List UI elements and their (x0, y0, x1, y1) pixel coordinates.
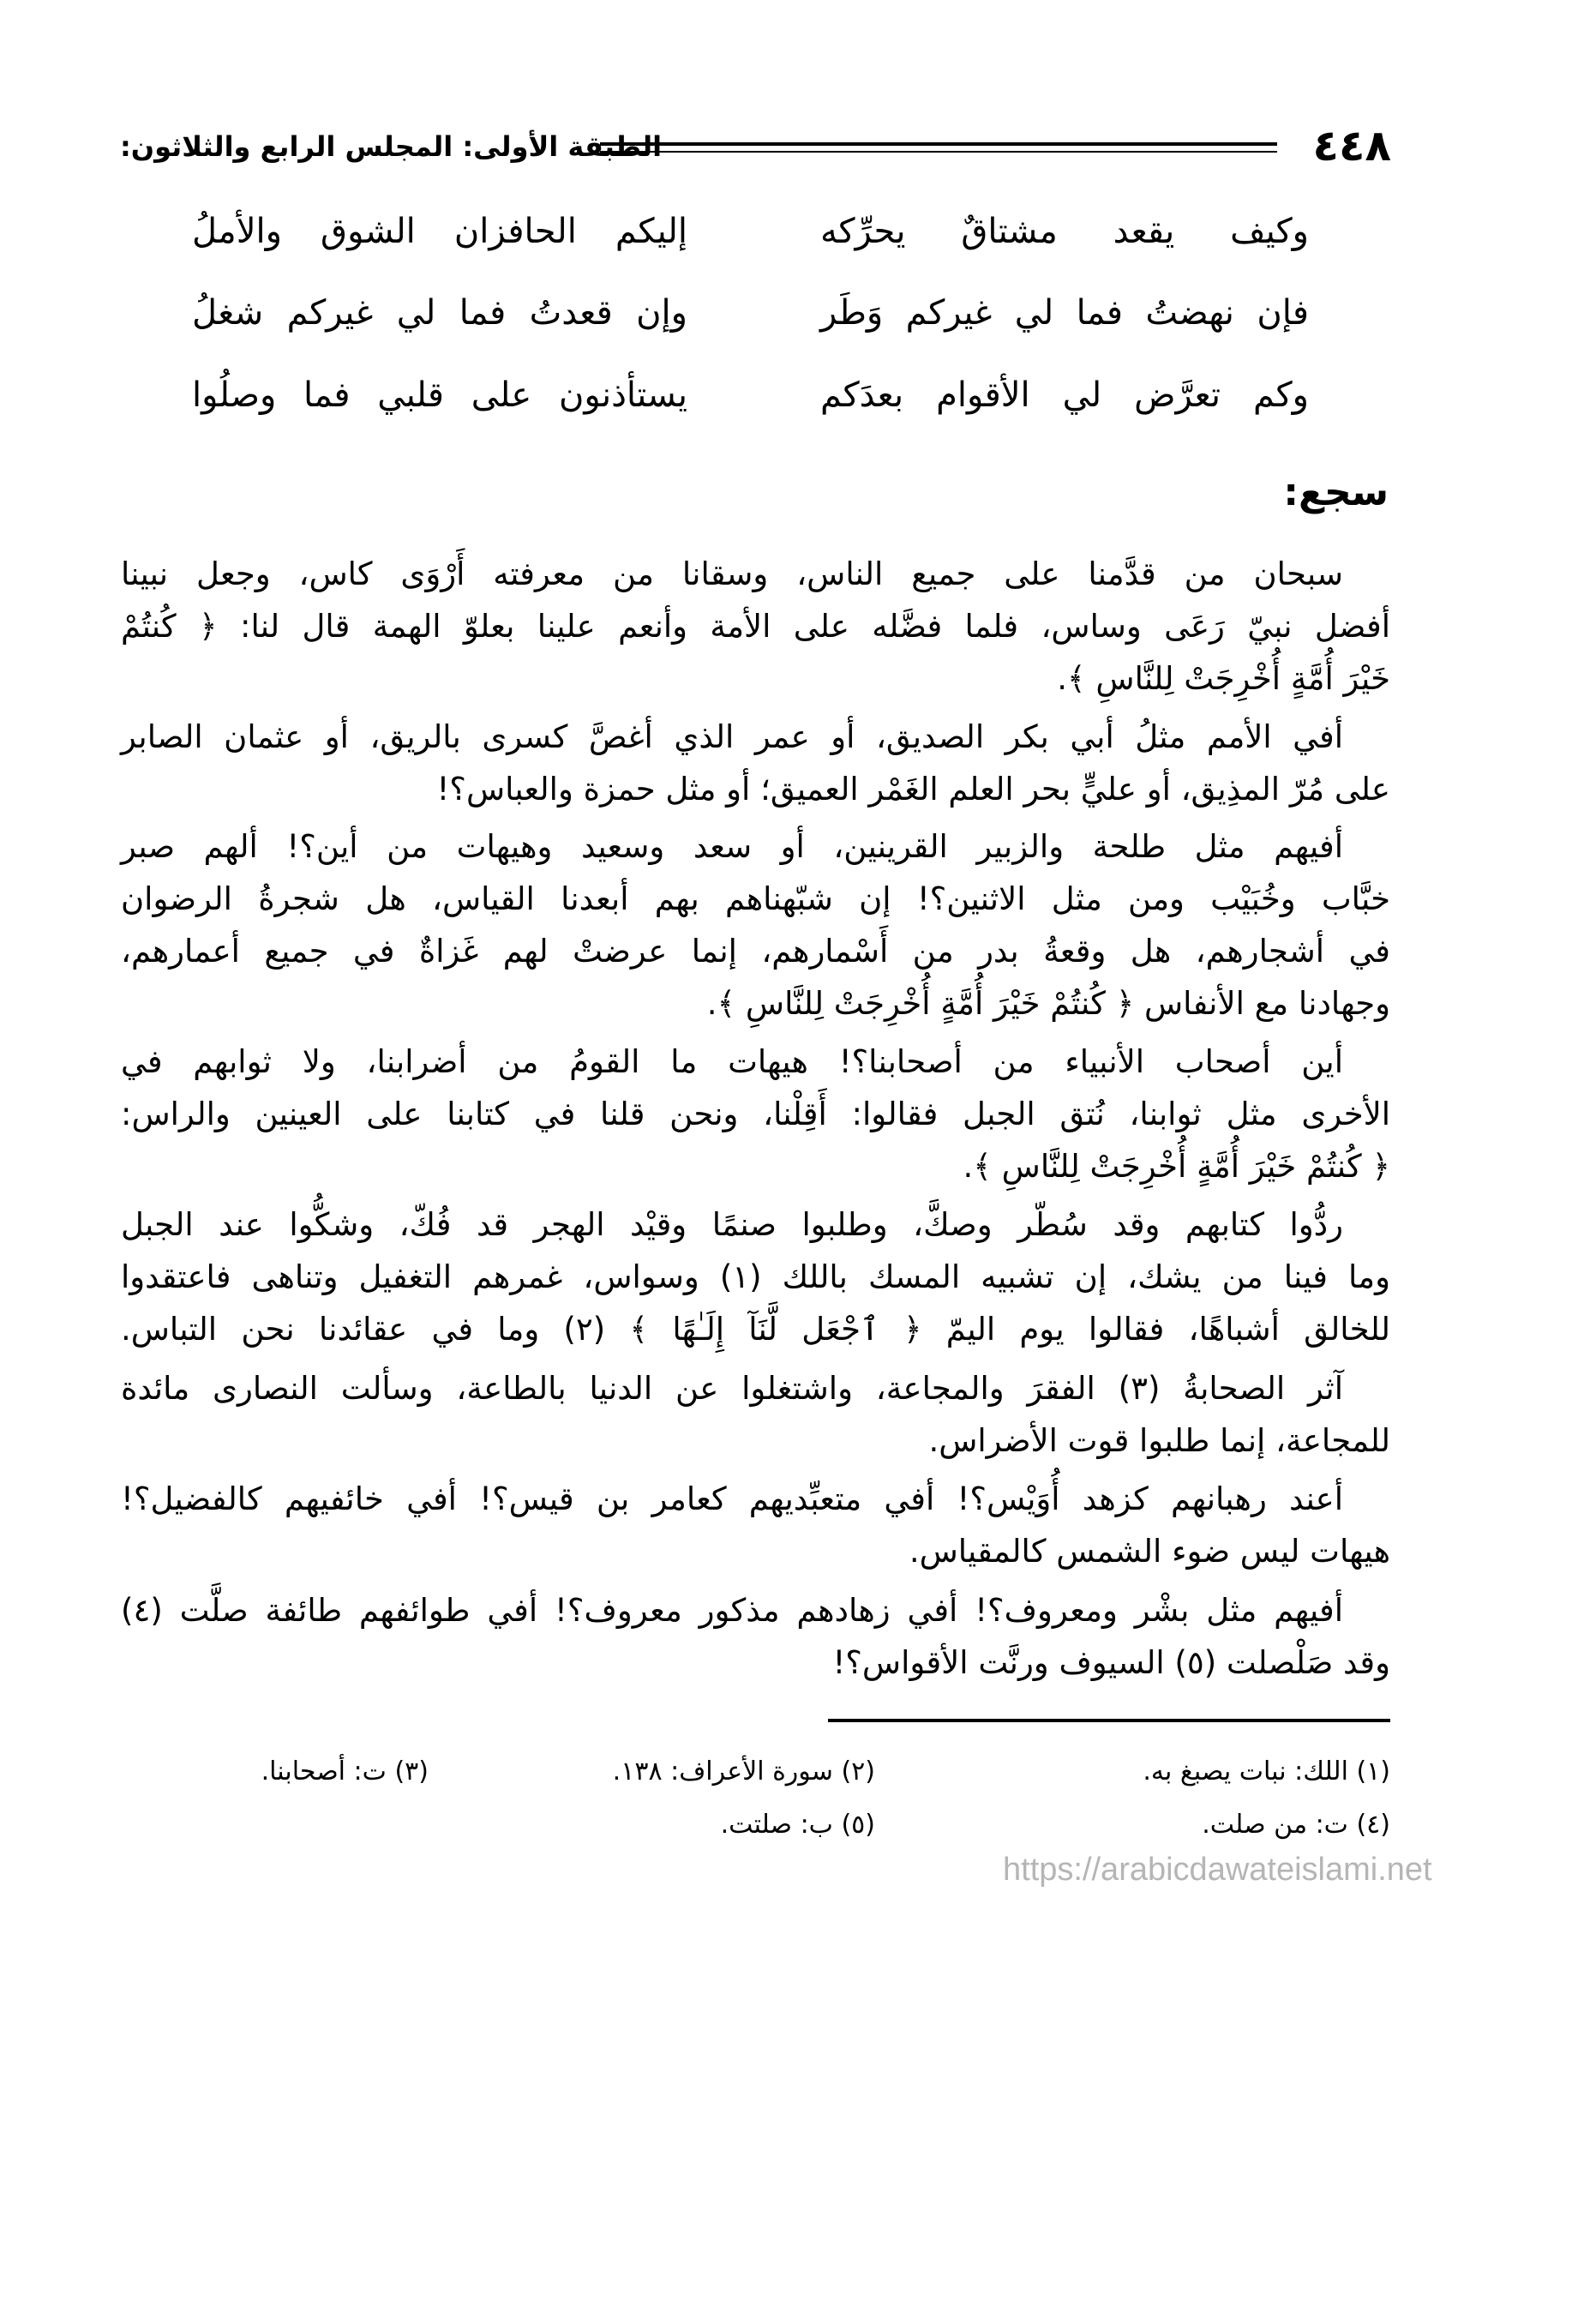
footnote-3: (٣) ت: أصحابنا. (261, 1757, 429, 1787)
verse-2-first-hemistich: فإن نهضتُ فما لي غيركم وَطَر (820, 293, 1309, 333)
footnote-2: (٢) سورة الأعراف: ١٣٨. (612, 1757, 875, 1787)
footnote-4: (٤) ت: من صلت. (1202, 1810, 1390, 1840)
verse-3-second-hemistich: يستأذنون على قلبي فما وصلُوا (192, 375, 687, 415)
text-line: آثر الصحابةُ (٣) الفقرَ والمجاعة، واشتغلوا عن الدنيا بالطاعة، وسألت النصارى مائدة (121, 1370, 1343, 1407)
text-line: وجهادنا مع الأنفاس ﴿ كُنتُمْ خَيْرَ أُمَّةٍ أُخْرِجَتْ لِلنَّاسِ ﴾. (706, 985, 1390, 1022)
footnote-1: (١) اللك: نبات يصبغ به. (1143, 1757, 1390, 1787)
text-line: سبحان من قدَّمنا على جميع الناس، وسقانا من معرفته أَرْوَى كاس، وجعل نبينا (121, 555, 1343, 592)
text-line: خبَّاب وخُبَيْب ومن مثل الاثنين؟! إن شبّهناهم بهم أبعدنا القياس، هل شجرةُ الرضوان (121, 880, 1390, 917)
running-title: الطبقة الأولى: المجلس الرابع والثلاثون: (120, 130, 663, 163)
verse-1-first-hemistich: وكيف يقعد مشتاقٌ يحرِّكه (820, 212, 1309, 251)
footnote-separator (828, 1719, 1390, 1722)
text-line: أعند رهبانهم كزهد أُوَيْس؟! أفي متعبِّديهم كعامر بن قيس؟! أفي خائفيهم كالفضيل؟! (121, 1480, 1343, 1517)
text-line: وقد صَلْصلت (٥) السيوف ورنَّت الأقواس؟! (832, 1644, 1390, 1681)
text-line: أفيهم مثل طلحة والزبير القرينين، أو سعد وسعيد وهيهات من أين؟! ألهم صبر (121, 828, 1343, 865)
text-line: أفضل نبيّ رَعَى وساس، فلما فضَّله على الأمة وأنعم علينا بعلوّ الهمة قال لنا: ﴿ كُنتُمْ (121, 608, 1390, 645)
page-number: ٤٤٨ (1312, 121, 1391, 171)
text-line: أين أصحاب الأنبياء من أصحابنا؟! هيهات ما القومُ من أضرابنا، ولا ثوابهم في (121, 1043, 1343, 1080)
text-line: أفي الأمم مثلُ أبي بكر الصديق، أو عمر الذي أغصَّ كسرى بالريق، أو عثمان الصابر (121, 718, 1343, 755)
text-line: أفيهم مثل بشْر ومعروف؟! أفي زهادهم مذكور معروف؟! أفي طوائفهم طائفة صلَّت (٤) (121, 1592, 1343, 1629)
footnote-5: (٥) ب: صلتت. (720, 1810, 875, 1840)
watermark-url: https://arabicdawateislami.net (1003, 1852, 1432, 1888)
verse-2-second-hemistich: وإن قعدتُ فما لي غيركم شغلُ (192, 293, 687, 333)
text-line: ﴿ كُنتُمْ خَيْرَ أُمَّةٍ أُخْرِجَتْ لِلنَّاسِ ﴾. (963, 1148, 1390, 1185)
text-line: للخالق أشباهًا، فقالوا يوم اليمّ ﴿ ٱجْعَل لَّنَآ إِلَـٰهًا ﴾ (٢) وما في عقائدنا نحن التباس. (121, 1311, 1390, 1348)
text-line: للمجاعة، إنما طلبوا قوت الأضراس. (928, 1422, 1390, 1459)
header-rule (600, 142, 1277, 156)
section-heading: سجع: (1283, 471, 1389, 514)
text-line: خَيْرَ أُمَّةٍ أُخْرِجَتْ لِلنَّاسِ ﴾. (1057, 660, 1390, 697)
text-line: ردُّوا كتابهم وقد سُطّر وصكَّ، وطلبوا صنمًا وقيْد الهجر قد فُكّ، وشكُّوا عند الجبل (121, 1206, 1343, 1243)
text-line: وما فينا من يشك، إن تشبيه المسك باللك (١) وسواس، غمرهم التغفيل وتناهى فاعتقدوا (121, 1258, 1390, 1295)
text-line: في أشجارهم، هل وقعةُ بدر من أَسْمارهم، إنما عرضتْ لهم غَزاةٌ في جميع أعمارهم، (121, 933, 1390, 970)
verse-1-second-hemistich: إليكم الحافزان الشوق والأملُ (192, 212, 687, 251)
text-line: هيهات ليس ضوء الشمس كالمقياس. (909, 1533, 1390, 1570)
verse-3-first-hemistich: وكم تعرَّض لي الأقوام بعدَكم (820, 375, 1309, 415)
text-line: على مُرّ المذِيق، أو عليٍّ بحر العلم الغَمْر العميق؛ أو مثل حمزة والعباس؟! (436, 771, 1390, 808)
text-line: الأخرى مثل ثوابنا، نُتق الجبل فقالوا: أَقِلْنا، ونحن قلنا في كتابنا على العينين والراس: (121, 1096, 1390, 1132)
